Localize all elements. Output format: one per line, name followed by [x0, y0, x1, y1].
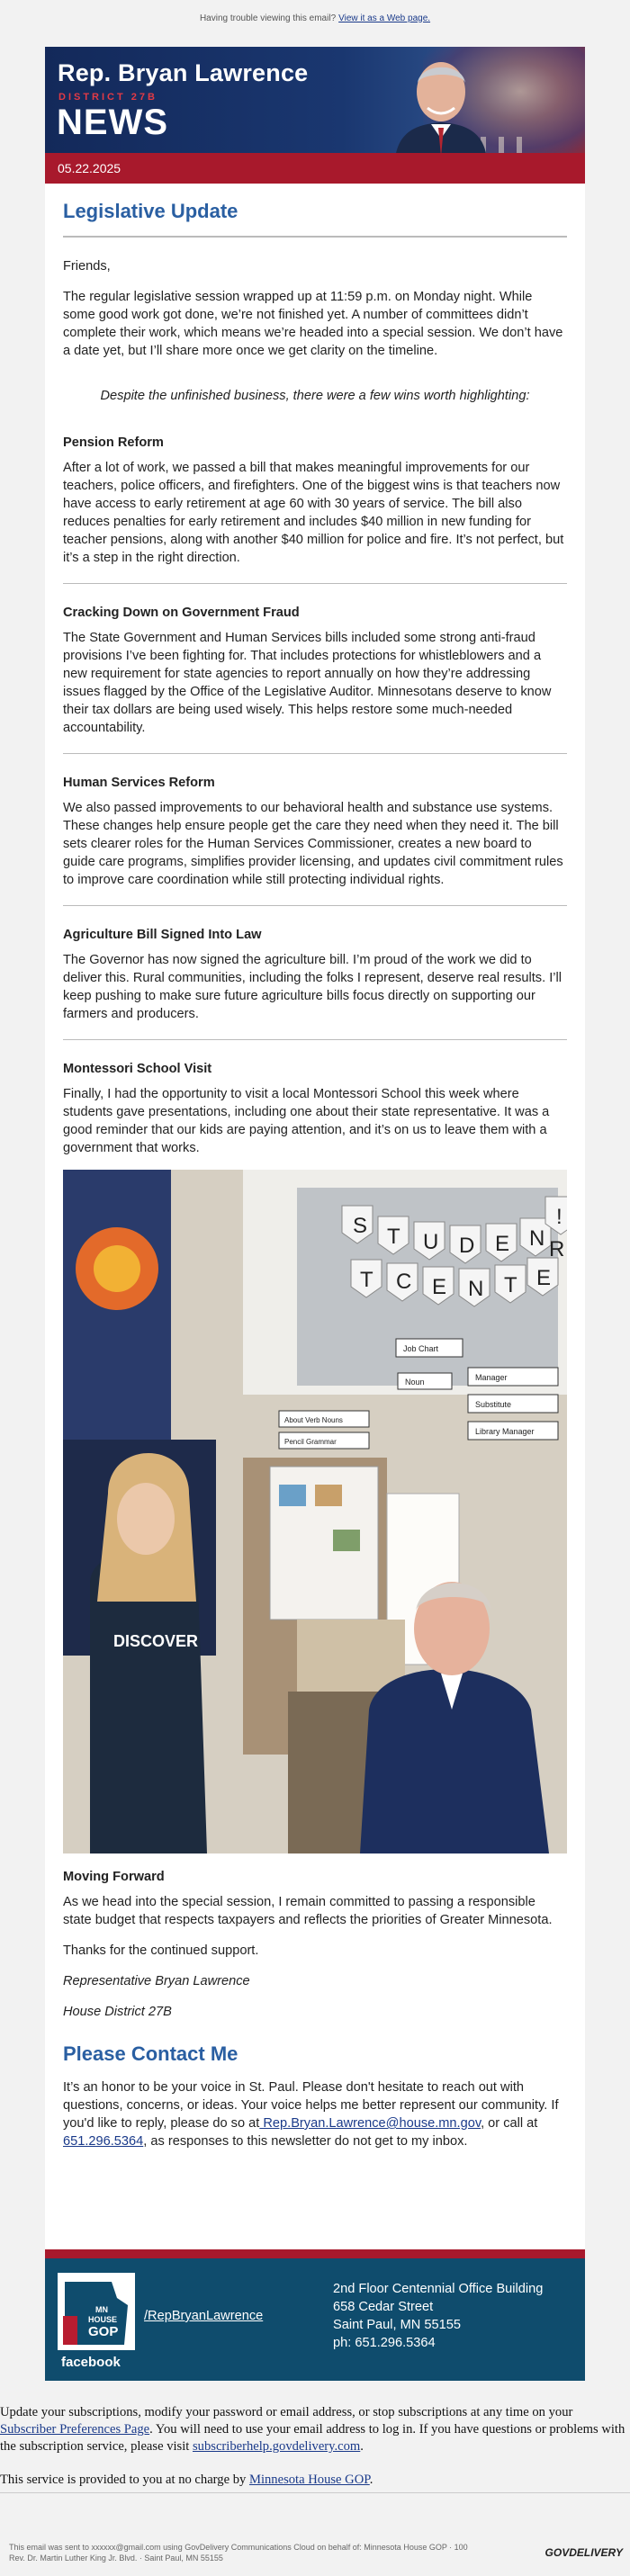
sign-letter-n: N — [529, 1226, 545, 1251]
legal-notice: This email was sent to xxxxxx@gmail.com using GovDelivery Communications Cloud on behalf of: Minnesota House GOP · 100 Rev. Dr. Martin Luther King Jr. Blvd. · Saint Paul, MN 55155 — [9, 2543, 468, 2563]
section-body-montessori: Finally, I had the opportunity to visit a local Montessori School this week where students gave presentations, including one about their state representative. It was a good reminder that our kids are paying attention, and it’s on us to leave them with a government that works. — [63, 1087, 550, 1155]
school-visit-photo — [63, 1170, 567, 1853]
about-verb-label: About Verb Nouns — [284, 1416, 343, 1424]
subscription-info: Update your subscriptions, modify your password or email address, or stop subscriptions at any time on your Subscriber Preferences Page. You will need to use your email address to log in. If you have questions or problems with the subscription service, please visit subscriberhelp.govdelivery.com. This service is provided to you at no charge by Minnesota House GOP. — [0, 2405, 626, 2487]
sign-letter-r: R — [549, 1237, 565, 1261]
school-visit-illustration — [63, 1170, 567, 1853]
footer-red-bar — [45, 2249, 585, 2258]
section-heading-human-services: Human Services Reform — [63, 776, 215, 790]
highlights-lede: Despite the unfinished business, there were a few wins worth highlighting: — [100, 389, 530, 403]
sign-letter-c: C — [396, 1270, 412, 1294]
section-divider — [63, 583, 567, 584]
section-body-fraud: The State Government and Human Services bills included some strong anti-fraud provisions I’ve been fighting for. That includes protections for whistleblowers and a new requirement for state agencies to report annually on how they’re addressing issues flagged by the Office of the Legislative Auditor. Minnesotans deserve to know their tax dollars are being used wisely. This helps restore some much-needed accountability. — [63, 631, 552, 735]
section-heading-moving-forward: Moving Forward — [63, 1870, 165, 1884]
logo-house: HOUSE — [88, 2315, 118, 2324]
noun-label: Noun — [405, 1378, 425, 1387]
section-body-pension: After a lot of work, we passed a bill that makes meaningful improvements for our teachers, police officers, and firefighters. One of the biggest wins is that teachers now have access to early retirement at age 60 with 30 years of service. The bill also reduces penalties for early retirement and includes $40 million in new funding for teacher pensions, along with another $40 million for police and fire. It’s not perfect, but it’s a step in the right direction. — [63, 461, 564, 565]
page-title: Legislative Update — [63, 200, 238, 222]
section-body-human-services: We also passed improvements to our behavioral health and substance use systems. These changes help ensure people get the care they need when they need it. The bill sets clearer roles for the Human Services Commissioner, creates a new board to guide care programs, simplifies provider licensing, and updates civil commitment rules to improve care coordination while still protecting individual rights. — [63, 801, 563, 887]
sign-letter-s: S — [353, 1214, 368, 1238]
section-divider — [63, 905, 567, 906]
signoff-name: Representative Bryan Lawrence — [63, 1974, 250, 1988]
thanks-line: Thanks for the continued support. — [63, 1943, 259, 1958]
representative-portrait — [392, 49, 490, 158]
subscriber-preferences-link[interactable]: Subscriber Preferences Page — [0, 2422, 150, 2437]
intro-paragraph: The regular legislative session wrapped up at 11:59 p.m. on Monday night. While some good work got done, we’re not finished yet. A number of committees didn’t complete their work, which means we’re headed into a special session. We don’t have a date yet, but I’ll share more once we get clarity on the timeline. — [63, 290, 563, 358]
section-heading-fraud: Cracking Down on Government Fraud — [63, 606, 300, 620]
logo-gop: GOP — [88, 2324, 119, 2339]
section-divider — [63, 1039, 567, 1040]
facebook-wordmark: facebook — [61, 2355, 121, 2370]
office-phone: ph: 651.296.5364 — [333, 2336, 436, 2350]
footer-divider — [0, 2492, 630, 2493]
sign-letter-bang: ! — [556, 1205, 562, 1229]
sign-letter-e2: E — [432, 1275, 447, 1299]
sign-letter-t2: T — [360, 1268, 374, 1292]
govdelivery-logo[interactable]: GOVDELIVERY — [544, 2546, 623, 2559]
banner-news: NEWS — [57, 103, 168, 142]
email-link[interactable]: Rep.Bryan.Lawrence@house.mn.gov — [259, 2116, 482, 2131]
web-version-link[interactable]: View it as a Web page. — [338, 13, 431, 23]
header-banner — [45, 47, 585, 184]
closing-paragraph: As we head into the special session, I remain committed to passing a responsible state budget that respects taxpayers and reflects the priorities of Greater Minnesota. — [63, 1895, 553, 1927]
section-divider — [63, 753, 567, 754]
sign-letter-d: D — [459, 1234, 475, 1258]
facebook-page-link[interactable]: /RepBryanLawrence — [144, 2309, 264, 2323]
contact-title: Please Contact Me — [63, 2042, 238, 2065]
substitute-label: Substitute — [475, 1400, 512, 1409]
banner-district: DISTRICT 27B — [58, 92, 158, 103]
issue-date: 05.22.2025 — [58, 161, 122, 175]
banner-name: Rep. Bryan Lawrence — [58, 59, 309, 86]
sign-letter-t3: T — [504, 1273, 518, 1297]
newsletter-body — [45, 200, 585, 2150]
office-address: 2nd Floor Centennial Office Building 658 Cedar Street Saint Paul, MN 55155 ph: 651.296.5364 — [333, 2282, 544, 2350]
section-heading-agriculture: Agriculture Bill Signed Into Law — [63, 928, 262, 942]
contact-paragraph: It’s an honor to be your voice in St. Paul. Please don't hesitate to reach out with questions, concerns, or ideas. Your voice helps me better represent our community. If you'd like to reply, please do so at Rep.Bryan.Lawrence@house.mn.gov, or call at 651.296.5364, as responses to this newsletter do not get to my inbox. — [63, 2080, 559, 2149]
footer-contact-bar — [45, 2258, 585, 2381]
web-version-bar — [0, 0, 630, 36]
trouble-text: Having trouble viewing this email? — [199, 13, 337, 23]
job-chart-label: Job Chart — [403, 1344, 439, 1353]
sign-letter-e: E — [495, 1232, 510, 1256]
sign-letter-t: T — [387, 1225, 400, 1249]
section-heading-pension: Pension Reform — [63, 435, 164, 450]
pencil-grammar-label: Pencil Grammar — [284, 1438, 337, 1446]
sign-letter-e3: E — [536, 1266, 552, 1290]
section-heading-montessori: Montessori School Visit — [63, 1062, 212, 1076]
phone-link[interactable]: 651.296.5364 — [63, 2134, 144, 2149]
library-manager-label: Library Manager — [475, 1427, 535, 1436]
mn-house-gop-facebook-logo[interactable] — [58, 2273, 135, 2370]
greeting: Friends, — [63, 259, 111, 274]
date-bar — [45, 153, 585, 184]
signoff-district: House District 27B — [63, 2005, 172, 2019]
subscriber-help-link[interactable]: subscriberhelp.govdelivery.com — [193, 2439, 361, 2454]
section-body-agriculture: The Governor has now signed the agriculture bill. I’m proud of the work we did to deliver this. Rural communities, including the folks I represent, deserve real results. I’ll keep pushing to make sure future agriculture bills focus directly on supporting our farmers and producers. — [63, 953, 562, 1021]
house-gop-link[interactable]: Minnesota House GOP — [248, 2473, 370, 2487]
newsletter-card — [45, 47, 585, 2363]
manager-label: Manager — [475, 1373, 508, 1382]
sign-letter-u: U — [423, 1230, 439, 1254]
shirt-text: DISCOVER — [113, 1632, 199, 1650]
sign-letter-n2: N — [468, 1277, 484, 1301]
title-divider — [63, 236, 567, 238]
logo-mn: MN — [95, 2305, 108, 2314]
